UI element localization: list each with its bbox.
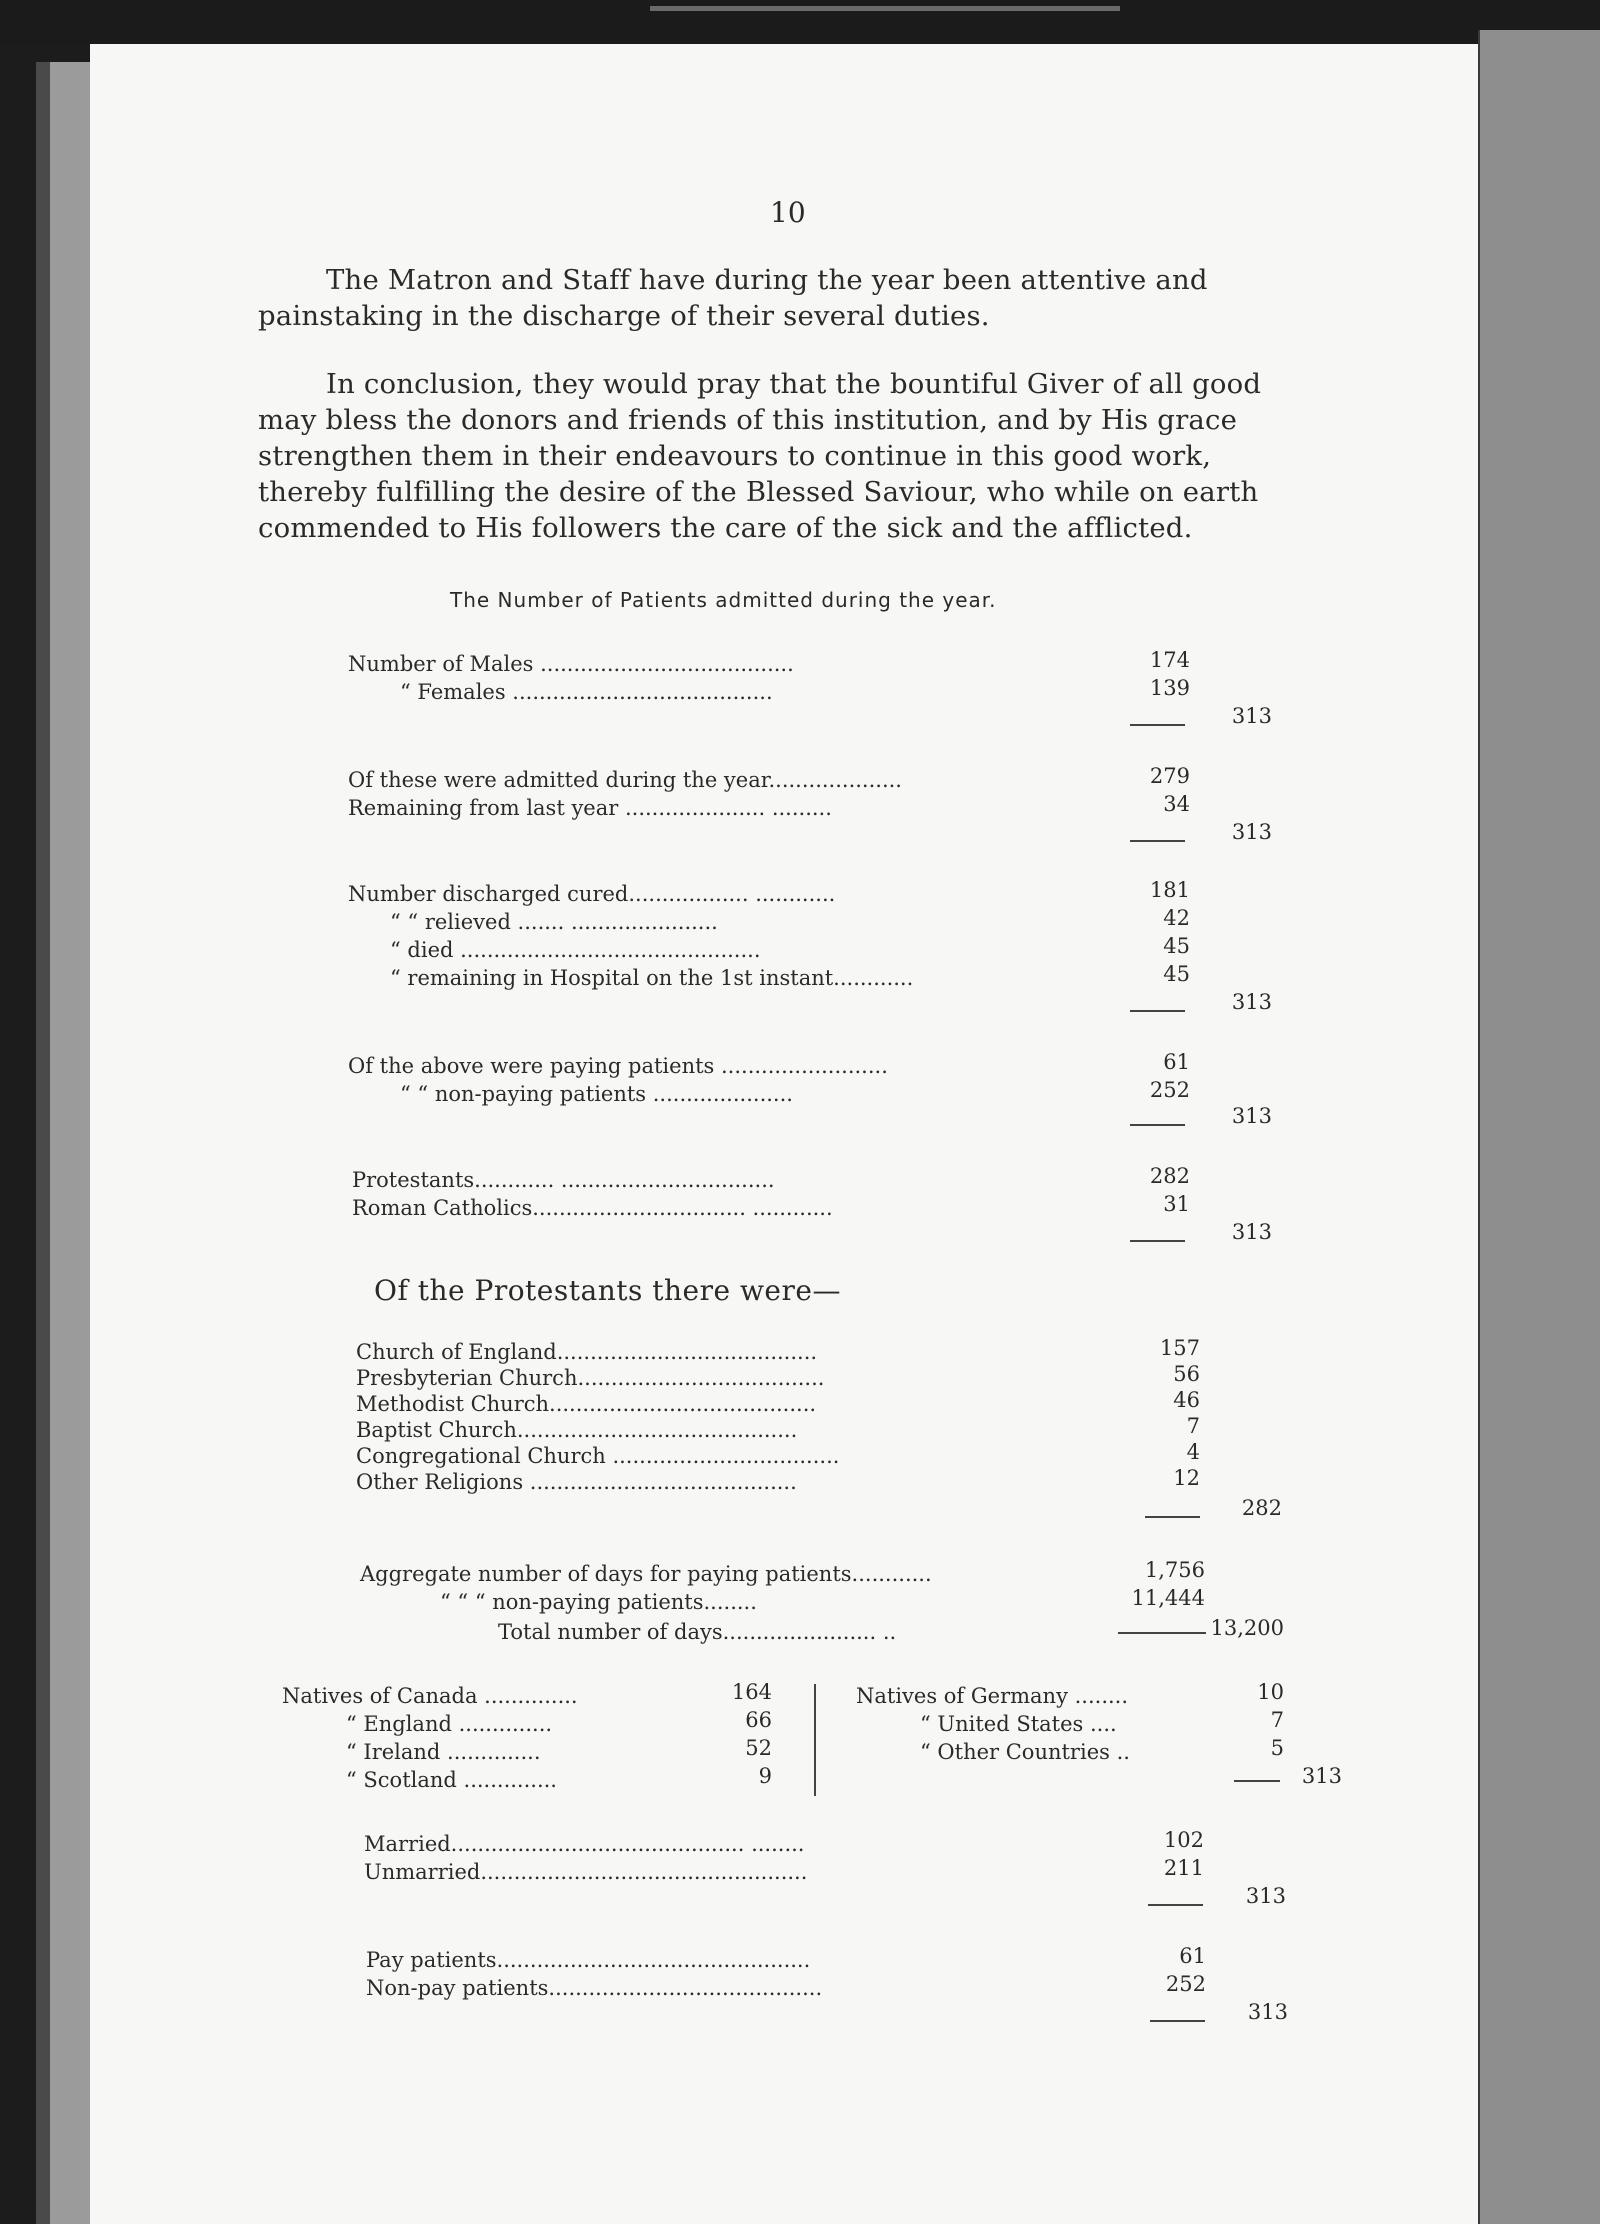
table-row-value: 252 [1165,1972,1206,1996]
table-row-value: 12 [1173,1466,1200,1490]
table-row-label: Methodist Church........................................ [356,1392,817,1416]
table-row-label: Other Religions ........................................ [356,1470,797,1494]
table-row-label: Number discharged cured.................. ............ [348,882,836,906]
paragraph-2-line-1: In conclusion, they would pray that the bountiful Giver of all good [326,368,1262,400]
paragraph-2-line-3: strengthen them in their endeavours to continue in this good work, [258,440,1212,472]
table-row-value: 282 [1149,1164,1190,1188]
column-divider [814,1684,816,1796]
table-row-value: 31 [1163,1192,1190,1216]
table-row-value: 34 [1163,792,1190,816]
table-row-label: Pay patients............................................... [366,1948,811,1972]
natives-right-value: 10 [1257,1680,1284,1704]
table-row-label: Unmarried................................................. [364,1860,808,1884]
natives-right-value: 7 [1270,1708,1284,1732]
group-total: 282 [1241,1496,1282,1520]
table-row-label: Of the above were paying patients ......................... [348,1054,888,1078]
table-row-label: “ remaining in Hospital on the 1st instant............ [390,966,914,990]
table-row-label: “ Females ....................................... [400,680,773,704]
protestants-heading: Of the Protestants there were— [374,1274,841,1307]
natives-left-value: 164 [731,1680,772,1704]
table-row-value: 45 [1163,934,1190,958]
table-row-value: 181 [1149,878,1190,902]
table-row-value: 139 [1149,676,1190,700]
paragraph-2-line-2: may bless the donors and friends of this institution, and by His grace [258,404,1238,436]
table-row-label: Non-pay patients......................................... [366,1976,823,2000]
table-row-value: 252 [1149,1078,1190,1102]
table-row-value: 56 [1173,1362,1200,1386]
table-row-label: Baptist Church.......................................... [356,1418,798,1442]
table-row-value: 46 [1173,1388,1200,1412]
table-row-label: Remaining from last year ..................... ......... [348,796,832,820]
table-row-value: 7 [1186,1414,1200,1438]
left-shadow [36,62,50,2224]
group-total: 313 [1247,2000,1288,2024]
group-total: 313 [1231,1220,1272,1244]
top-rule [650,6,1120,11]
table-row-label: Married............................................ ........ [364,1832,805,1856]
sum-rule [1130,1240,1185,1242]
table-row-label: Church of England....................................... [356,1340,818,1364]
paragraph-2-line-4: thereby fulfilling the desire of the Blessed Saviour, who while on earth [258,476,1259,508]
table-row-label: “ died ............................................. [390,938,761,962]
group-total: 313 [1231,820,1272,844]
group-total: 313 [1231,1104,1272,1128]
left-edge [50,62,90,2224]
table-row-value: 42 [1163,906,1190,930]
days-total-value: 13,200 [1210,1616,1284,1640]
days-nonpaying-value: 11,444 [1131,1586,1205,1610]
sum-rule [1118,1632,1206,1634]
page-number: 10 [770,196,806,229]
table-row-label: Number of Males ...................................... [348,652,794,676]
paragraph-1-line-1: The Matron and Staff have during the year been attentive and [326,264,1208,296]
table-row-value: 279 [1149,764,1190,788]
table-row-label: Congregational Church .................................. [356,1444,840,1468]
natives-left-value: 52 [745,1736,772,1760]
paragraph-2-line-5: commended to His followers the care of the sick and the afflicted. [258,512,1193,544]
natives-right-label: “ United States .... [920,1712,1117,1736]
sum-rule [1130,1010,1185,1012]
right-margin [1480,30,1600,2224]
group-total: 313 [1245,1884,1286,1908]
natives-left-value: 66 [745,1708,772,1732]
sum-rule [1234,1780,1280,1782]
table-row-value: 45 [1163,962,1190,986]
group-total: 313 [1231,990,1272,1014]
table-row-value: 61 [1179,1944,1206,1968]
sum-rule [1130,840,1185,842]
natives-right-value: 5 [1270,1736,1284,1760]
sum-rule [1130,1124,1185,1126]
paragraph-1-line-2: painstaking in the discharge of their several duties. [258,300,990,332]
table-row-label: “ “ non-paying patients ..................... [400,1082,793,1106]
sum-rule [1145,1516,1200,1518]
table-row-label: Of these were admitted during the year.................... [348,768,902,792]
days-total-label: Total number of days....................... .. [498,1620,897,1644]
sum-rule [1130,724,1185,726]
natives-left-value: 9 [758,1764,772,1788]
table-title: The Number of Patients admitted during the year. [450,588,997,612]
table-row-label: Presbyterian Church..................................... [356,1366,825,1390]
natives-total: 313 [1301,1764,1342,1788]
table-row-value: 4 [1186,1440,1200,1464]
table-row-value: 102 [1163,1828,1204,1852]
natives-right-label: Natives of Germany ........ [856,1684,1129,1708]
days-nonpaying-label: “ “ “ non-paying patients........ [440,1590,757,1614]
sum-rule [1150,2020,1205,2022]
natives-right-label: “ Other Countries .. [920,1740,1130,1764]
natives-left-label: “ Ireland .............. [346,1740,541,1764]
table-row-value: 174 [1149,648,1190,672]
natives-left-label: “ Scotland .............. [346,1768,557,1792]
table-row-value: 61 [1163,1050,1190,1074]
table-row-value: 157 [1159,1336,1200,1360]
table-row-label: Protestants............ ................................ [352,1168,775,1192]
days-paying-value: 1,756 [1144,1558,1205,1582]
table-row-label: “ “ relieved ....... ...................... [390,910,718,934]
days-paying-label: Aggregate number of days for paying patients............ [360,1562,932,1586]
group-total: 313 [1231,704,1272,728]
sum-rule [1148,1904,1203,1906]
top-strip [0,0,1600,44]
natives-left-label: Natives of Canada .............. [282,1684,578,1708]
table-row-value: 211 [1163,1856,1204,1880]
natives-left-label: “ England .............. [346,1712,553,1736]
table-row-label: Roman Catholics................................ ............ [352,1196,833,1220]
